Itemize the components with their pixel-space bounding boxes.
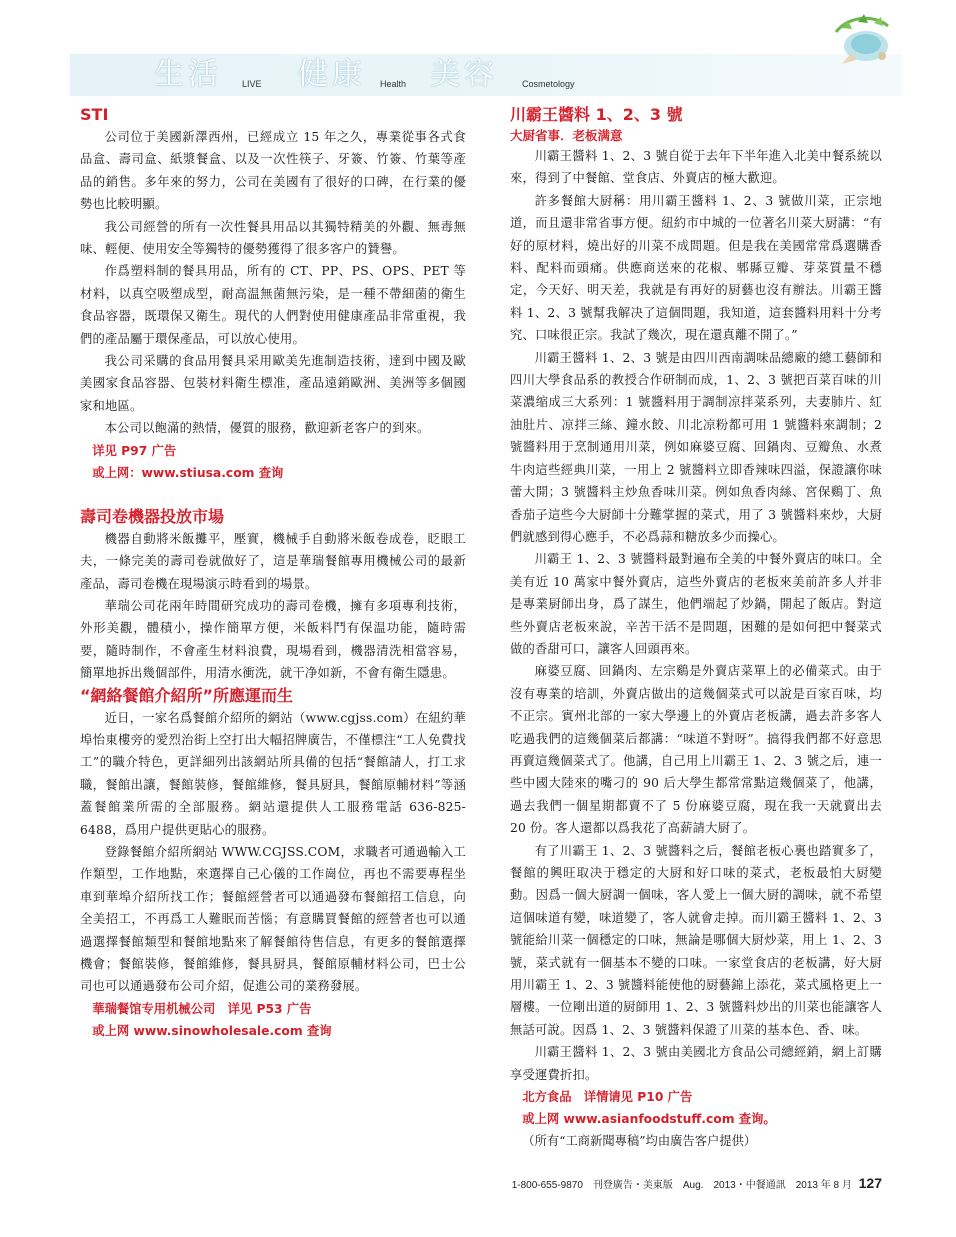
sushi-machine-title: 壽司卷機器投放市場 [80, 506, 225, 526]
banner-live-cn: 生活 [154, 57, 222, 92]
sti-ad-reference: 详见 P97 广告 [92, 443, 177, 458]
banner-live-en: LIVE [242, 79, 262, 89]
sti-paragraph-2: 我公司經營的所有一次性餐具用品以其獨特精美的外觀、無毒無味、輕便、使用安全等獨特的優勢獲得了很多客户的贊譽。 [80, 219, 466, 257]
left-column [80, 104, 466, 1042]
huarui-ad-reference: 華瑞餐馆专用机械公司 详见 P53 广告 [92, 1001, 312, 1016]
section-banner [70, 54, 902, 96]
sinowholesale-link[interactable]: 或上网 www.sinowholesale.com 查询 [92, 1023, 332, 1038]
website-paragraph-2: 登錄餐館介紹所網站 WWW.CGJSS.COM，求職者可通過輸入工作類型，工作地點，來選擇自己心儀的工作崗位，再也不需要專程坐車到華埠介紹所找工作；餐館經營者可以通過發布餐館招工信息，向全美招工，不再爲工人難眠而苦惱；有意購買餐館的經營者也可以通過選擇餐館類型和餐館地點來了解餐館待售信息，有更多的餐館選擇機會；餐館裝修，餐館維修，餐具厨具，餐館原輔材料公司，巴士公司也可以通過發布公司介紹，促進公司的業務發展。 [80, 844, 466, 994]
sauce-paragraph-1: 川霸王醬料 1、2、3 號自從于去年下半年進入北美中餐系統以來，得到了中餐館、堂食店、外賣店的極大歡迎。 [510, 149, 882, 186]
sti-title: STI [80, 105, 109, 124]
sauce-paragraph-4: 川霸王 1、2、3 號醬料最對遍布全美的中餐外賣店的味口。全美有近 10 萬家中餐外賣店，這些外賣店的老板來美前許多人并非是專業厨師出身，爲了謀生，他們端起了炒鍋，開起了飯店。對這些外賣店老板來說，辛苦干活不是問題，困難的是如何把中餐菜式做的香甜可口，讓客人回頭再來。 [510, 552, 882, 656]
sauce-subtitle: 大厨省事．老板满意 [510, 128, 623, 143]
page-number: 127 [858, 1175, 882, 1191]
sti-paragraph-1: 公司位于美國新澤西州，已經成立 15 年之久，專業從事各式食品盒、壽司盒、紙漿餐盒、以及一次性筷子、牙簽、竹簽、竹葉等產品的銷售。多年來的努力，公司在美國有了很好的口碑，在行業的優勢也比較明顯。 [80, 130, 466, 212]
sushi-paragraph-2: 華瑞公司花兩年時間研究成功的壽司卷機，擁有多項專利技術，外形美觀，體積小，操作簡單方便，米飯料鬥有保温功能，隨時需要，隨時制作，不會產生材料浪費，現場看到，機器清洗相當容易，簡單地拆出幾個部件，用清水衝洗，就干净如新，不會有衛生隱患。 [80, 598, 466, 681]
sti-paragraph-4: 我公司采購的食品用餐具采用歐美先進制造技術，達到中國及歐美國家食品容器、包裝材料衛生標准，產品遠銷歐洲、美洲等多個國家和地區。 [80, 354, 466, 413]
sauce-paragraph-3: 川霸王醬料 1、2、3 號是由四川西南調味品總廠的總工藝師和四川大學食品系的教授合作研制而成，1、2、3 號把百菜百味的川菜濃缩成三大系列：1 號醬料用于調制凉拌菜系列，夫妻肺片、紅油肚片、凉拌三絲、鐘水餃、川北凉粉都可用 1 號醬料來調制；2 號醬料用于烹制通用川菜，例如麻婆豆腐、回鍋肉、豆瓣魚、水煮牛肉這些經典川菜，一用上 2 號醬料立即香辣味四溢，保證讓你味蕾大開；3 號醬料主炒魚香味川菜。例如魚香肉絲、宮保鷄丁、魚香茄子這些今大厨師十分難掌握的菜式，用了 3 號醬料來炒，大厨們就感到得心應手，不必爲蒜和糖放多少而操心。 [510, 350, 882, 544]
banner-cosmetology-cn: 美容 [430, 57, 498, 92]
sushi-paragraph-1: 機器自動將米飯攤平，壓實，機械手自動將米飯卷成卷，眨眼工夫，一條完美的壽司卷就做好了，這是華瑞餐館專用機械公司的最新產品，壽司卷機在現場演示時看到的場景。 [80, 531, 466, 591]
sti-website-link[interactable]: 或上网：www.stiusa.com 查询 [92, 465, 284, 480]
website-title: “網絡餐館介紹所”所應運而生 [80, 685, 294, 705]
sauce-paragraph-6: 有了川霸王 1、2、3 號醬料之后，餐館老板心裏也踏實多了，餐館的興旺取决于穩定的大厨和好口味的菜式，老板最怕大厨變動。因爲一個大厨調一個味，客人愛上一個大厨的調味，就不希望這個味道有變，味道變了，客人就會走掉。而川霸王醬料 1、2、3 號能給川菜一個穩定的口味，無論是哪個大厨炒菜，用上 1、2、3 號，菜式就有一個基本不變的口味。一家堂食店的老板講，好大厨用川霸王 1、2、3 號醬料能使他的厨藝錦上添花，菜式風格更上一層樓。一位剛出道的厨師用 1、2、3 號醬料炒出的川菜也能讓客人無話可說。因爲 1、2、3 號醬料保證了川菜的基本色、香、味。 [510, 843, 882, 1037]
banner-health-en: Health [380, 79, 407, 89]
advertorial-note: （所有“工商新聞專稿”均由廣告客户提供） [522, 1134, 757, 1149]
banner-cosmetology-en: Cosmetology [522, 79, 575, 89]
northern-foods-ad-reference: 北方食品 详情请见 P10 广告 [522, 1090, 693, 1105]
footer-info: 1-800-655-9870 刊登廣告・美東版 Aug. 2013・中餐通訊 2013 年 8 月 [511, 1180, 852, 1191]
sti-paragraph-5: 本公司以飽滿的熱情，優質的服務，歡迎新老客户的到來。 [104, 421, 430, 436]
section-gap [80, 484, 466, 506]
sti-paragraph-3: 作爲塑料制的餐具用品，所有的 CT、PP、PS、OPS、PET 等材料，以真空吸塑成型，耐高温無菌無污染，是一種不帶細菌的衛生食品容器，既環保又衛生。現代的人們對使用健康產品非常重視，我們的產品屬于環保產品，可以放心使用。 [80, 264, 466, 346]
sauce-paragraph-5: 麻婆豆腐、回鍋肉、左宗鷄是外賣店菜單上的必備菜式。由于沒有專業的培訓，外賣店做出的這幾個菜式可以說是百家百味，均不正宗。賓州北部的一家大學邊上的外賣店老板講，過去許多客人吃過我們的這幾個菜后都講：“味道不對呀”。搞得我們都不好意思再賣這幾個菜式了。他講，自己用上川霸王 1、2、3 號之后，連一些中國大陸來的嘴刁的 90 后大學生都常常點這幾個菜了，他講，過去我們一個星期都賣不了 5 份麻婆豆腐，現在我一天就賣出去 20 份。客人還都以爲我花了高薪請大厨了。 [510, 664, 882, 836]
right-column [510, 104, 882, 1152]
sauce-paragraph-2: 許多餐館大厨稱：用川霸王醬料 1、2、3 號做川菜，正宗地道，而且還非常省事方便。紐約市中城的一位著名川菜大厨講：“有好的原材料，燒出好的川菜不成問題。但是我在美國常常爲選購香料、配料而頭痛。供應商送來的花椒、郫縣豆瓣、芽菜質量不穩定，今天好、明天差，我就是有再好的厨藝也沒有辦法。川霸王醬料 1、2、3 號幫我解决了這個問題，我知道，這套醬料用料十分考究、口味很正宗。我試了幾次，現在還真離不開了。” [510, 193, 882, 343]
sauce-title: 川霸王醬料 1、2、3 號 [510, 105, 683, 124]
sauce-paragraph-7: 川霸王醬料 1、2、3 號由美國北方食品公司總經銷，網上訂購享受運費折扣。 [510, 1045, 882, 1082]
website-paragraph-1: 近日，一家名爲餐館介紹所的網站（www.cgjss.com）在紐約華埠怡東樓旁的愛烈治街上空打出大幅招牌廣告，不僅標注“工人免費找工”的職介特色，更詳細列出該網站所具備的包括“餐館請人，打工求職，餐館出讓，餐館裝修，餐館維修，餐具厨具，餐館原輔材料”等涵蓋餐館業所需的全部服務。網站還提供人工服務電話 636-825-6488，爲用户提供更貼心的服務。 [80, 710, 466, 837]
leaf-globe-decoration-icon [822, 12, 898, 68]
asianfoodstuff-link[interactable]: 或上网 www.asianfoodstuff.com 查询。 [522, 1112, 776, 1127]
page-footer [470, 1175, 882, 1191]
banner-health-cn: 健康 [298, 57, 366, 92]
